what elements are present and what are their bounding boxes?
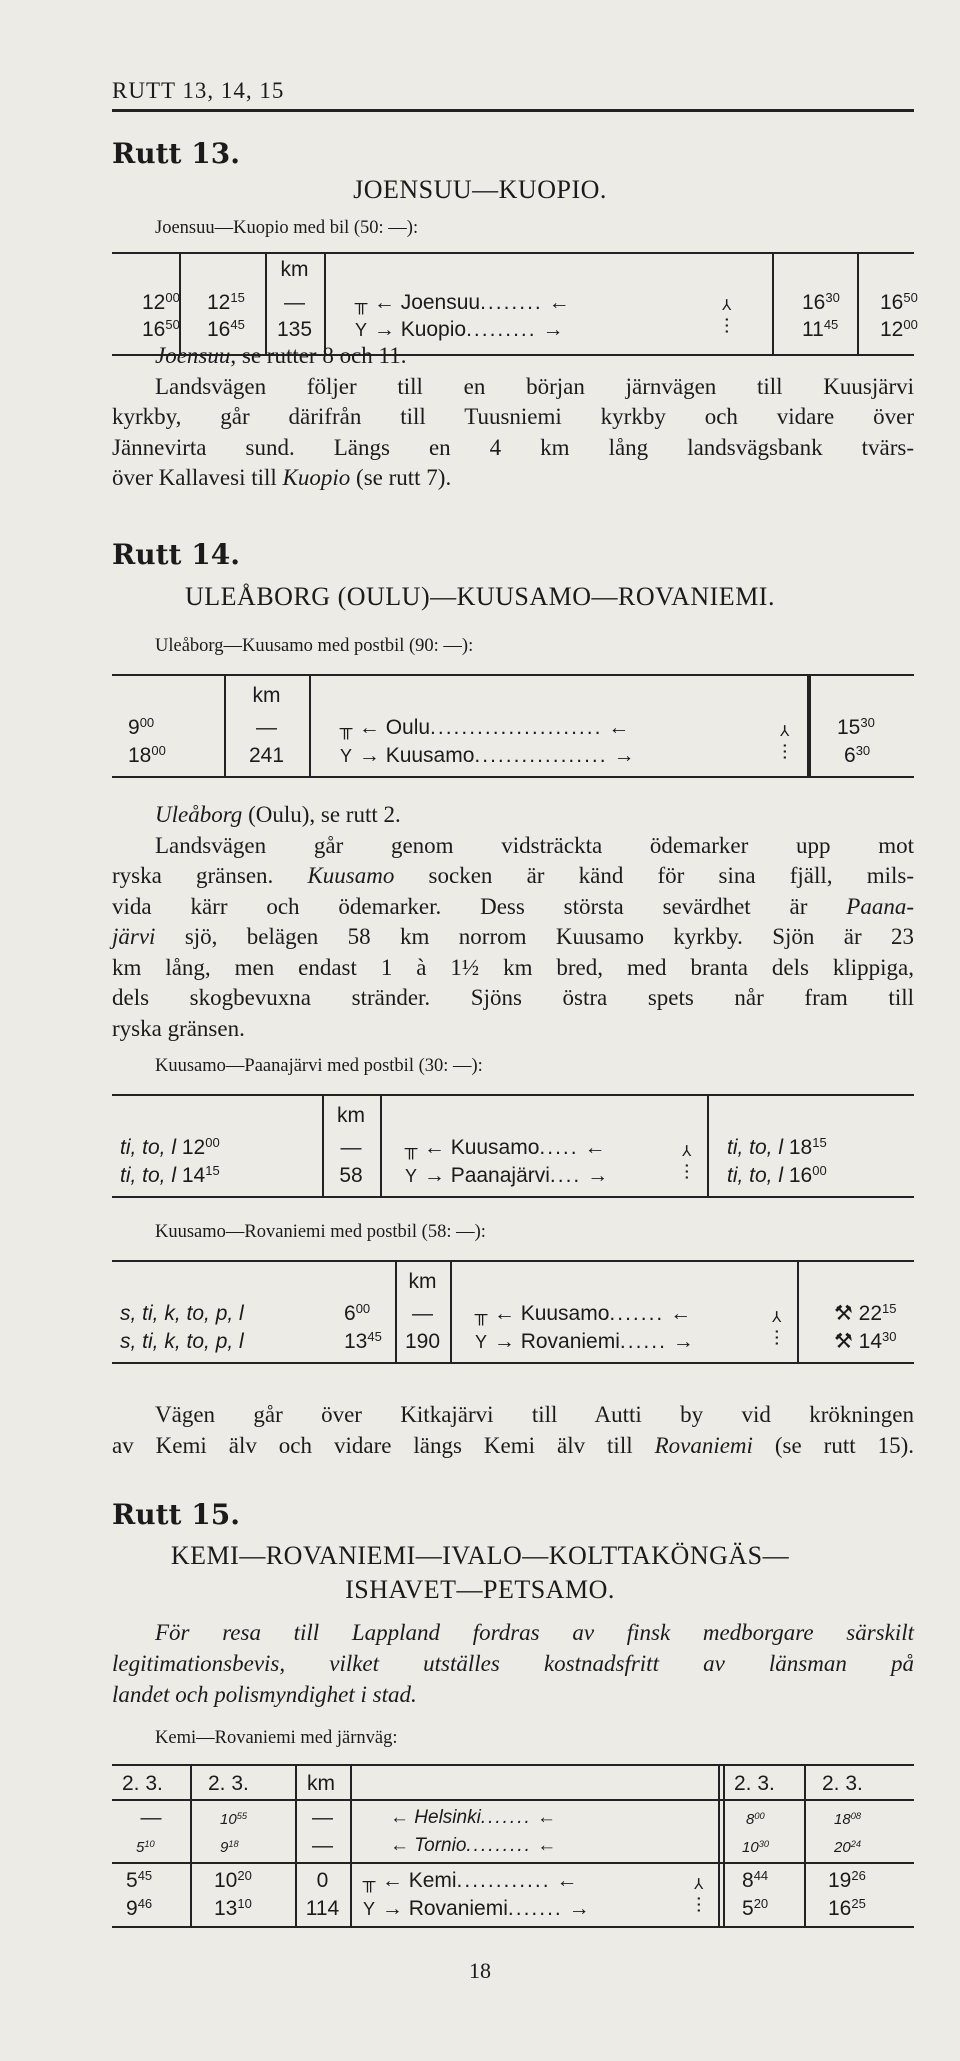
rutt-13-caption: Joensuu—Kuopio med bil (50: —): xyxy=(155,218,419,238)
terminus-icon: ⫶ xyxy=(724,316,730,339)
arrive-time-1: $11^{45}$ xyxy=(802,316,839,341)
rutt-15-caption: Kemi—Rovaniemi med järnväg: xyxy=(155,1728,398,1748)
stop-row: ╥ ← Joensuu........ ← xyxy=(354,291,570,314)
arrival-marker-icon: ⅄ xyxy=(694,1876,704,1893)
bus-route-icon: Y xyxy=(339,746,352,766)
bus-route-icon: Y xyxy=(474,1332,487,1352)
rutt-14-paragraph-2: Vägen går över Kitkajärvi till Autti by vid krökningen xyxy=(155,1402,914,1427)
timetable-oulu-kuusamo: km $9^{00}$ — ╥ ← Oulu...................... ← ⅄ $15^{30}$ $18^{00}$ 241 Y → Kuusamo................. → ⫶ $6^{30}$ xyxy=(112,674,914,778)
book-page: RUTT 13, 14, 15 Rutt 13. JOENSUU—KUOPIO. Joensuu—Kuopio med bil (50: —): km $12^{00}$ $12^{15}$ — ╥ ← Joensuu........ ← ⅄ $16^{30}$ $16^{50}$ $16^{50}$ $16^{45}$ 135 Y → Kuopio......... → ⫶ $11^{45}$ $12^{00}$ Joensuu, se rutter 8 och 11. Landsvägen följer till en början järnvägen till Kuusjärvi kyrkby, går därifrån till Tuusniemi kyrkby och vidare över Jännevirta sund. Längs en 4 km lång landsvägsbank tvärs- över Kallavesi till Kuopio (se rutt 7). Rutt 14. ULEÅBORG (OULU)—KUUSAMO—ROVANIEMI. Uleåborg—Kuusamo med postbil (90: —): km $9^{00}$ — ╥ ← Oulu...................... ← ⅄ $15^{30}$ $18^{00}$ 241 Y → Kuusamo................. → ⫶ $6^{30}$ Uleåborg (Oulu), se rutt 2. Landsvägen går genom vidsträckta ödemarker upp mot ryska gränsen. Kuusamo socken är känd för sina fjäll, mils- vida kärr och ödemarker. Dess största sevärdhet är Paana- järvi sjö, belägen 58 km norrom Kuusamo kyrkby. Sjön är 23 km lång, men endast 1 à 1½ km bred, med branta dels klippiga, dels skogbevuxna stränder. Sjöns östra spets når fram till ryska gränsen. Kuusamo—Paanajärvi med postbil (30: —): km ti, to, l $12^{00}$ — ╥ ← Kuusamo..... ← ⅄ ti, to, l $18^{15}$ ti, to, l $14^{15}$ 58 Y → Paanajärvi.... → ⫶ ti, to, l $16^{00}$ Kuusamo—Rovaniemi med postbil (58: —): km s, ti, k, to, p, l $6^{00}$ — ╥ ← Kuusamo....... ← ⅄ ⚒ $22^{15}$ s, ti, k, to, p, l $13^{45}$ 190 Y → Rovaniemi...... → ⫶ ⚒ $14^{30}$ Vägen går över Kitkajärvi till Autti by vid krökningen av Kemi älv och vidare längs Kemi älv till Rovaniemi (se rutt 15). Rutt 15. KEMI—ROVANIEMI—IVALO—KOLTTAKÖNGÄS— ISHAVET—PETSAMO. För resa till Lappland fordras av finsk medborgare särskilt legitimationsbevis, vilket utställes kostnadsfritt av länsman på landet och polismyndighet i stad. Kemi—Rovaniemi med järnväg: 2. 3. 2. 3. km 2. 3. 2. 3. — $10^{55}$ — ← Helsinki....... ← $8^{00}$ $18^{08}$ $5^{10}$ $9^{18}$ — ← Tornio......... ← $10^{30}$ $20^{24}$ $5^{45}$ $10^{20}$ 0 ╥ ← Kemi............ ← ⅄ $8^{44}$ $19^{26}$ $9^{46}$ $13^{10}$ 114 Y → Rovaniemi....... → ⫶ $5^{20}$ $16^{25}$ 18 xyxy=(0,0,960,2061)
terminus-icon: ⫶ xyxy=(684,1162,690,1185)
running-head: RUTT 13, 14, 15 xyxy=(112,78,285,103)
railway-route-icon: Y xyxy=(362,1899,375,1919)
rutt-14-caption-3: Kuusamo—Rovaniemi med postbil (58: —): xyxy=(155,1222,486,1242)
bus-stop-icon: ╥ xyxy=(339,718,353,738)
page-number: 18 xyxy=(469,1958,491,1983)
terminus-icon: ⫶ xyxy=(782,742,788,765)
km-value: 135 xyxy=(276,318,313,341)
terminus-icon: ⫶ xyxy=(774,1328,780,1351)
depart-time-2: $16^{45}$ xyxy=(207,316,245,341)
header-rule xyxy=(112,109,914,112)
depart-time-1: $16^{50}$ xyxy=(142,316,180,341)
bus-route-icon: Y xyxy=(404,1166,417,1186)
rutt-15-note: För resa till Lappland fordras av finsk medborgare särskilt xyxy=(155,1620,914,1645)
rutt-13-title: JOENSUU—KUOPIO. xyxy=(353,175,607,204)
arrive-time-2: $16^{50}$ xyxy=(880,289,918,314)
arrival-marker-icon: ⅄ xyxy=(772,1309,782,1326)
arrival-marker-icon: ⅄ xyxy=(780,723,790,740)
stop-row: Y → Kuopio......... → xyxy=(354,318,564,341)
timetable-kuusamo-paanajarvi: km ti, to, l $12^{00}$ — ╥ ← Kuusamo..... ← ⅄ ti, to, l $18^{15}$ ti, to, l $14^{15}$ 58 Y → Paanajärvi.... → ⫶ ti, to, l $16^{00}$ xyxy=(112,1094,914,1198)
timetable-kuusamo-rovaniemi: km s, ti, k, to, p, l $6^{00}$ — ╥ ← Kuusamo....... ← ⅄ ⚒ $22^{15}$ s, ti, k, to, p, l $13^{45}$ 190 Y → Rovaniemi...... → ⫶ ⚒ $14^{30}$ xyxy=(112,1260,914,1364)
timetable-kemi-rovaniemi: 2. 3. 2. 3. km 2. 3. 2. 3. — $10^{55}$ — ← Helsinki....... ← $8^{00}$ $18^{08}$ $5^{10}$ $9^{18}$ — ← Tornio......... ← $10^{30}$ $20^{24}$ $5^{45}$ $10^{20}$ 0 ╥ ← Kemi............ ← ⅄ $8^{44}$ $19^{26}$ $9^{46}$ $13^{10}$ 114 Y → Rovaniemi....... → ⫶ $5^{20}$ $16^{25}$ xyxy=(112,1764,914,1928)
depart-time-1: $12^{00}$ xyxy=(142,289,180,314)
bus-stop-icon: ╥ xyxy=(354,293,368,313)
km-label: km xyxy=(280,258,309,281)
arrival-marker-icon: ⅄ xyxy=(722,297,732,314)
rutt-14-title: ULEÅBORG (OULU)—KUUSAMO—ROVANIEMI. xyxy=(185,582,775,611)
rutt-14-caption-2: Kuusamo—Paanajärvi med postbil (30: —): xyxy=(155,1056,483,1076)
crossed-hammers-icon: ⚒ xyxy=(834,1302,853,1325)
km-value: — xyxy=(284,291,305,314)
rutt-15-heading: Rutt 15. xyxy=(112,1498,240,1531)
crossed-hammers-icon: ⚒ xyxy=(834,1330,853,1353)
arrival-marker-icon: ⅄ xyxy=(682,1143,692,1160)
rutt-13-heading: Rutt 13. xyxy=(112,137,240,170)
depart-time-2: $12^{15}$ xyxy=(207,289,245,314)
rutt-15-title-2: ISHAVET—PETSAMO. xyxy=(345,1575,615,1604)
rutt-13-text: Joensuu, se rutter 8 och 11. xyxy=(155,343,407,368)
terminus-icon: ⫶ xyxy=(696,1895,702,1918)
rutt-14-caption-1: Uleåborg—Kuusamo med postbil (90: —): xyxy=(155,636,474,656)
bus-route-icon: Y xyxy=(354,320,367,340)
rutt-14-heading: Rutt 14. xyxy=(112,538,240,571)
rutt-13-paragraph: Landsvägen följer till en början järnvägen till Kuusjärvi xyxy=(155,374,914,399)
bus-stop-icon: ╥ xyxy=(404,1138,418,1158)
bus-stop-icon: ╥ xyxy=(474,1304,488,1324)
rutt-15-title-1: KEMI—ROVANIEMI—IVALO—KOLTTAKÖNGÄS— xyxy=(170,1541,790,1570)
railway-stop-icon: ╥ xyxy=(362,1871,376,1891)
rutt-14-paragraph: Uleåborg (Oulu), se rutt 2. Landsvägen går genom vidsträckta ödemarker upp mot xyxy=(155,802,914,858)
arrive-time-2: $12^{00}$ xyxy=(880,316,918,341)
arrive-time-1: $16^{30}$ xyxy=(802,289,840,314)
